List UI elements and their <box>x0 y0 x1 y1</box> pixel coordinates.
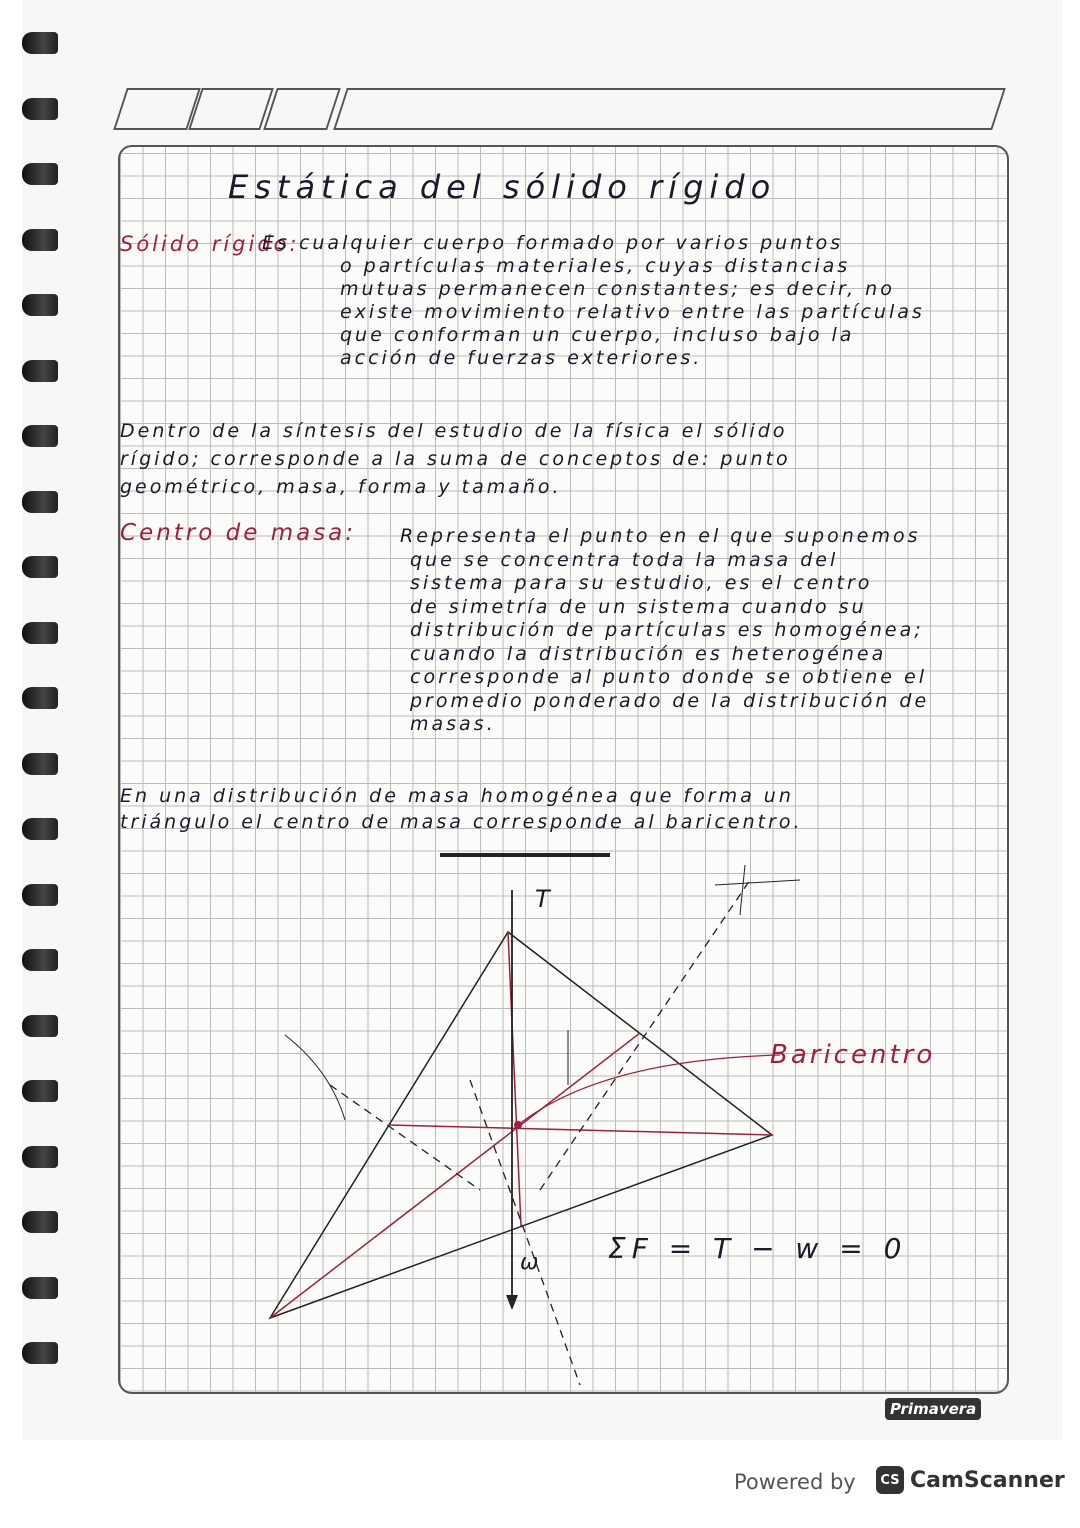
equilibrium-equation: ΣF = T − w = 0 <box>608 1232 908 1265</box>
label-baricentro: Baricentro <box>770 1040 936 1070</box>
arc-mark <box>285 1035 345 1120</box>
tick-mark <box>740 865 745 915</box>
text-line: promedio ponderado de la distribución de <box>410 689 930 712</box>
text-line: sistema para su estudio, es el centro <box>410 572 873 594</box>
text-line: cuando la distribución es heterogénea <box>410 642 887 665</box>
page-title: Estática del sólido rígido <box>228 168 777 206</box>
text-line: que conforman un cuerpo, incluso bajo la <box>340 324 855 346</box>
text-line: masas. <box>410 713 496 735</box>
text-line: triángulo el centro de masa corresponde al baricentro. <box>120 811 803 833</box>
term-solido-rigido: Sólido rígido: <box>120 232 300 256</box>
term-centro-masa: Centro de masa: <box>120 520 357 546</box>
baricentro-point <box>514 1121 522 1129</box>
text-line: Es cualquier cuerpo formado por varios puntos <box>262 232 844 254</box>
camscanner-logo <box>876 1466 1065 1494</box>
label-w: ω <box>520 1250 542 1275</box>
text-line: mutuas permanecen constantes; es decir, no <box>340 278 895 300</box>
text-line: Representa el punto en el que suponemos <box>400 525 921 547</box>
label-T: T <box>535 885 553 913</box>
text-line: geométrico, masa, forma y tamaño. <box>120 476 562 498</box>
baricentro-pointer <box>518 1055 780 1125</box>
text-line: rígido; corresponde a la suma de conceptos de: punto <box>120 448 791 470</box>
arrow-head-icon <box>506 1295 518 1310</box>
text-line: Dentro de la síntesis del estudio de la física el sólido <box>120 420 788 442</box>
tick-mark <box>715 880 800 885</box>
text-line: corresponde al punto donde se obtiene el <box>410 666 928 688</box>
powered-by-text: Powered by <box>734 1470 856 1494</box>
text-line: existe movimiento relativo entre las partículas <box>340 301 925 323</box>
camscanner-icon: CS <box>876 1466 904 1494</box>
text-line: acción de fuerzas exteriores. <box>340 347 703 369</box>
brand-logo: Primavera <box>885 1398 981 1420</box>
text-line: o partículas materiales, cuyas distancias <box>340 255 851 277</box>
text-line: que se concentra toda la masa del <box>410 548 839 571</box>
camscanner-label: CamScanner <box>910 1467 1065 1493</box>
text-line: de simetría de un sistema cuando su <box>410 595 867 618</box>
text-line: distribución de partículas es homogénea; <box>410 619 924 641</box>
text-line: En una distribución de masa homogénea que forma un <box>120 785 794 807</box>
